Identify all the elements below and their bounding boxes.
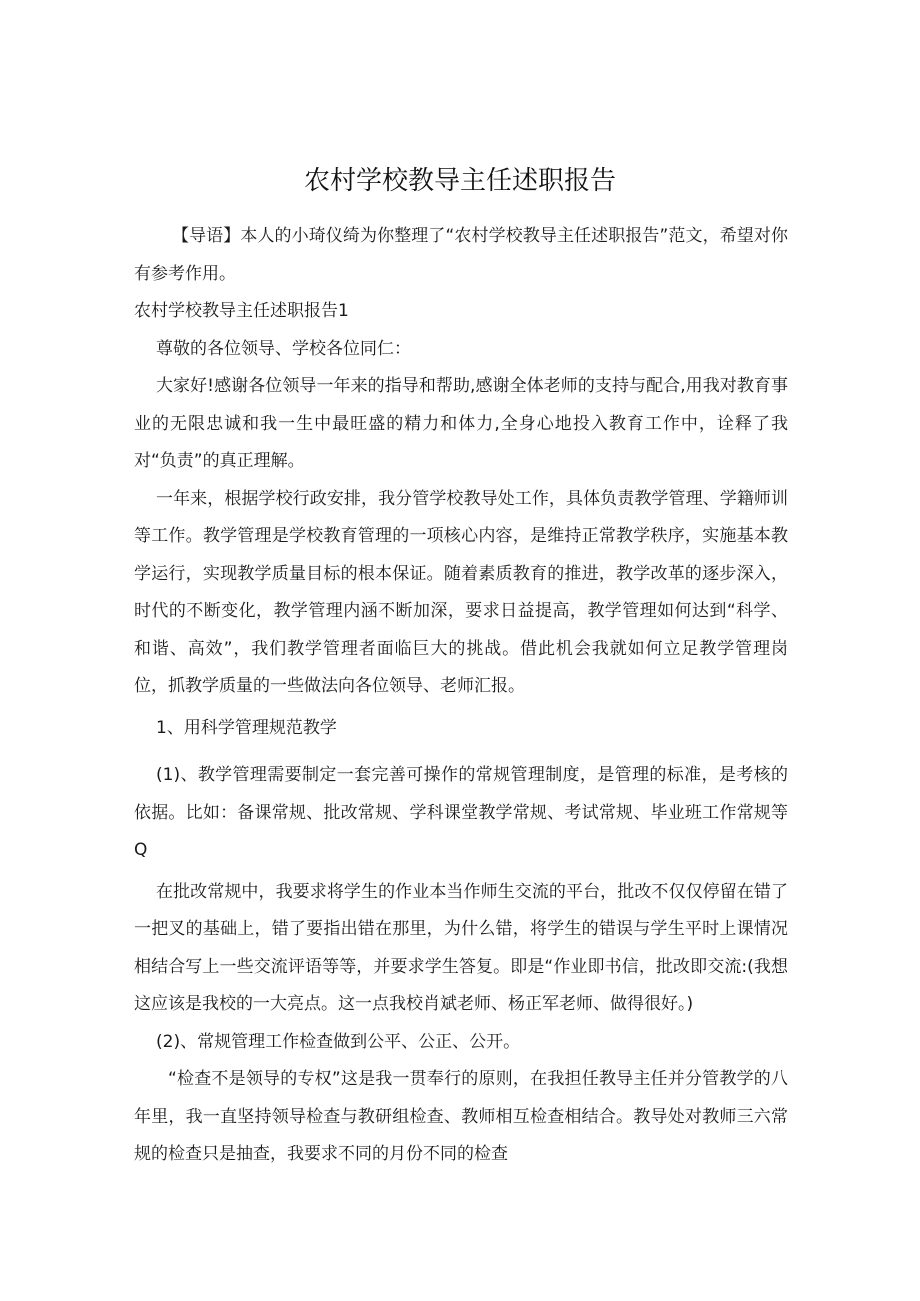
subsection-heading: (2)、常规管理工作检查做到公平、公正、公开。: [156, 1031, 521, 1052]
subsection-heading: 1、用科学管理规范教学: [156, 717, 337, 738]
body-paragraph: 大家好!感谢各位领导一年来的指导和帮助,感谢全体老师的支持与配合,用我对教育事业的无限忠诚和我一生中最旺盛的精力和体力,全身心地投入教育工作中，诠释了我对“负责”的真正理解。: [134, 376, 788, 471]
section-heading: 农村学校教导主任述职报告1: [134, 301, 349, 321]
body-paragraph: 在批改常规中，我要求将学生的作业本当作师生交流的平台，批改不仅仅停留在错了一把叉的基础上，错了要指出错在那里，为什么错，将学生的错误与学生平时上课情况相结合写上一些交流评语等等，并要求学生答复。即是“作业即书信，批改即交流:(我想这应该是我校的一大亮点。这一点我校肖斌老师、杨正军老师、做得很好。): [134, 881, 788, 1014]
body-paragraph: 一年来，根据学校行政安排，我分管学校教导处工作，具体负责教学管理、学籍师训等工作。教学管理是学校教育管理的一项核心内容，是维持正常教学秩序，实施基本教学运行，实现教学质量目标的根本保证。随着素质教育的推进，教学改革的逐步深入，时代的不断变化，教学管理内涵不断加深，要求日益提高，教学管理如何达到“科学、和谐、高效”，我们教学管理者面临巨大的挑战。借此机会我就如何立足教学管理岗位，抓教学质量的一些做法向各位领导、老师汇报。: [134, 488, 788, 696]
body-paragraph: “检查不是领导的专权”这是我一贯奉行的原则，在我担任教导主任并分管教学的八年里，我一直坚持领导检查与教研组检查、教师相互检查相结合。教导处对教师三六常规的检查只是抽查，我要求不同的月份不同的检查: [134, 1069, 788, 1164]
intro-paragraph: 【导语】本人的小琦仪绮为你整理了“农村学校教导主任述职报告”范文，希望对你有参考作用。: [134, 226, 788, 284]
body-paragraph: (1)、教学管理需要制定一套完善可操作的常规管理制度，是管理的标准，是考核的依据。比如：备课常规、批改常规、学科课堂教学常规、考试常规、毕业班工作常规等Q: [134, 765, 788, 860]
salutation: 尊敬的各位领导、学校各位同仁：: [156, 338, 411, 359]
document-title: 农村学校教导主任述职报告: [303, 166, 616, 197]
document-body: [134, 218, 788, 1174]
